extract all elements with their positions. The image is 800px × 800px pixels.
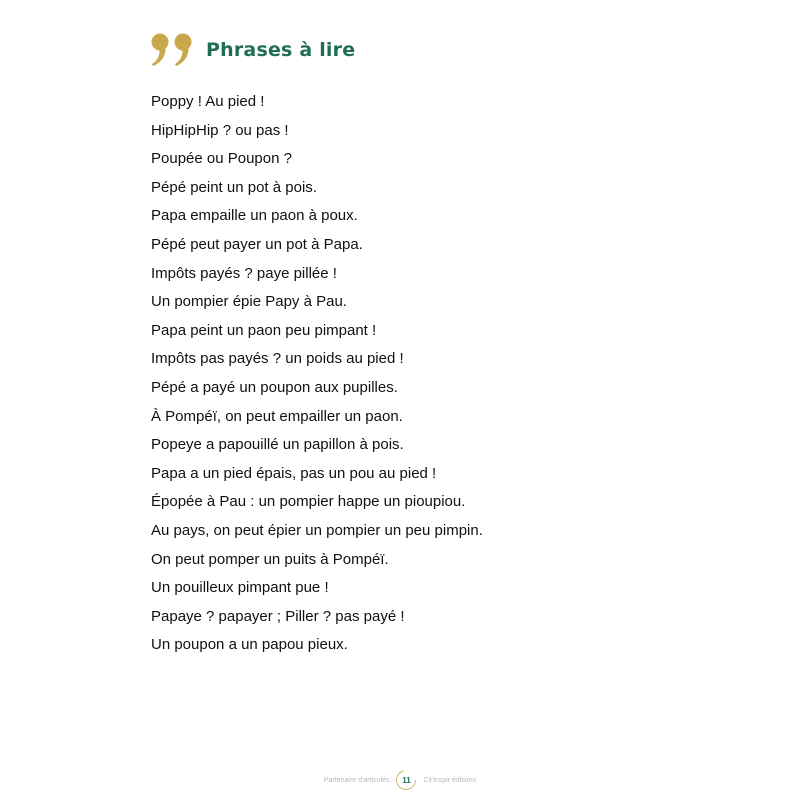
sentence-list xyxy=(151,88,483,660)
page-footer xyxy=(0,769,800,791)
sentence: Poppy ! Au pied ! xyxy=(151,93,265,110)
sentence: Impôts pas payés ? un poids au pied ! xyxy=(151,350,404,368)
sentence: Pépé peint un pot à pois. xyxy=(151,178,317,196)
sentence: Popeye a papouillé un papillon à pois. xyxy=(151,436,404,454)
sentence: Impôts payés ? paye pillée ! xyxy=(151,264,337,282)
sentence: À Pompéï, on peut empailler un paon. xyxy=(151,407,403,425)
sentence: Épopée à Pau : un pompier happe un pioupiou. xyxy=(151,493,466,511)
sentence: HipHipHip ? ou pas ! xyxy=(151,121,289,139)
section-header xyxy=(150,32,355,68)
sentence: Un pouilleux pimpant pue ! xyxy=(151,579,329,597)
page-number-badge xyxy=(395,769,417,791)
sentence: Papa a un pied épais, pas un pou au pied ! xyxy=(151,464,437,482)
sentence: Papa empaille un paon à poux. xyxy=(151,207,358,225)
closing-quote-icon xyxy=(150,32,196,68)
sentence: Poupée ou Poupon ? xyxy=(151,150,292,168)
sentence: Pépé a payé un poupon aux pupilles. xyxy=(151,378,398,396)
sentence: Pépé peut payer un pot à Papa. xyxy=(151,235,363,253)
sentence: Un poupon a un papou pieux. xyxy=(151,636,348,654)
sentence: Au pays, on peut épier un pompier un peu pimpin. xyxy=(151,521,483,539)
footer-left-text: Partenaire d'articulés xyxy=(323,776,390,784)
sentence: Papa peint un paon peu pimpant ! xyxy=(151,321,377,339)
footer-right-text: Cit'inspir éditions xyxy=(423,776,477,784)
sentence: Papaye ? papayer ; Piller ? pas payé ! xyxy=(151,607,405,625)
page-number: 11 xyxy=(402,775,411,785)
page-title: Phrases à lire xyxy=(206,39,356,61)
sentence: On peut pomper un puits à Pompéï. xyxy=(151,550,389,568)
sentence: Un pompier épie Papy à Pau. xyxy=(151,293,347,311)
